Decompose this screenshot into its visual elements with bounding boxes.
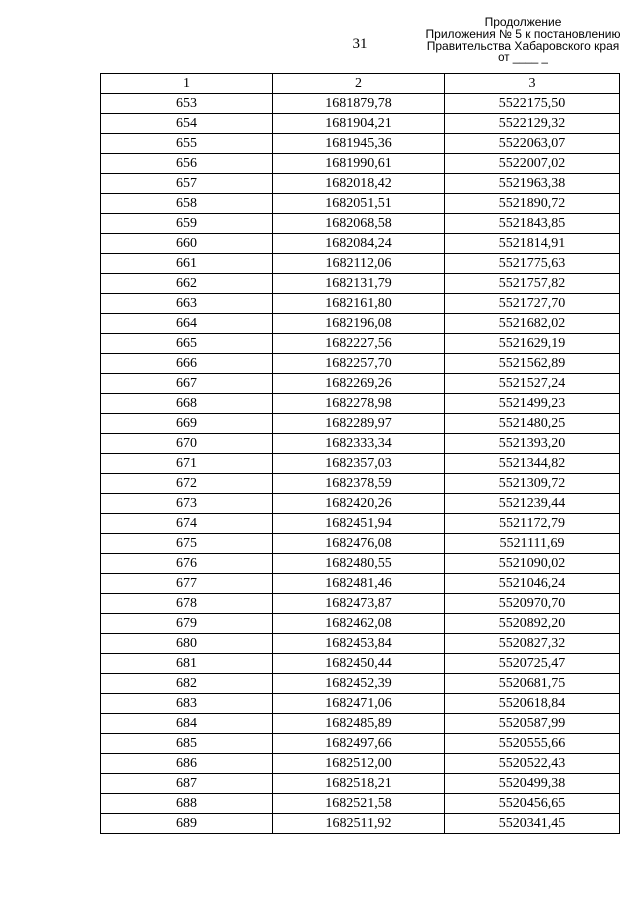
table-row <box>101 254 620 274</box>
point-number-cell: 672 <box>101 474 273 494</box>
point-number-cell: 686 <box>101 754 273 774</box>
x-coordinate-cell: 1682518,21 <box>273 774 445 794</box>
x-coordinate-cell: 1682462,08 <box>273 614 445 634</box>
y-coordinate-cell: 5521309,72 <box>445 474 620 494</box>
y-coordinate-cell: 5521527,24 <box>445 374 620 394</box>
y-coordinate-cell: 5520681,75 <box>445 674 620 694</box>
table-row <box>101 654 620 674</box>
table-row <box>101 814 620 834</box>
table-row <box>101 534 620 554</box>
coordinates-table <box>100 73 620 834</box>
x-coordinate-cell: 1681904,21 <box>273 114 445 134</box>
x-coordinate-cell: 1682480,55 <box>273 554 445 574</box>
header-appendix-ref: Приложения № 5 к постановлению <box>425 27 621 41</box>
table-body <box>101 94 620 834</box>
point-number-cell: 658 <box>101 194 273 214</box>
y-coordinate-cell: 5521757,82 <box>445 274 620 294</box>
table-row <box>101 734 620 754</box>
table-row <box>101 174 620 194</box>
y-coordinate-cell: 5521682,02 <box>445 314 620 334</box>
table-row <box>101 314 620 334</box>
y-coordinate-cell: 5520970,70 <box>445 594 620 614</box>
x-coordinate-cell: 1682257,70 <box>273 354 445 374</box>
point-number-cell: 653 <box>101 94 273 114</box>
table-row <box>101 714 620 734</box>
x-coordinate-cell: 1682084,24 <box>273 234 445 254</box>
x-coordinate-cell: 1682378,59 <box>273 474 445 494</box>
table-row <box>101 794 620 814</box>
point-number-cell: 657 <box>101 174 273 194</box>
y-coordinate-cell: 5521814,91 <box>445 234 620 254</box>
table-row <box>101 434 620 454</box>
table-row <box>101 294 620 314</box>
x-coordinate-cell: 1682453,84 <box>273 634 445 654</box>
point-number-cell: 689 <box>101 814 273 834</box>
table-header-row <box>101 74 620 94</box>
x-coordinate-cell: 1682196,08 <box>273 314 445 334</box>
y-coordinate-cell: 5521239,44 <box>445 494 620 514</box>
y-coordinate-cell: 5522007,02 <box>445 154 620 174</box>
point-number-cell: 683 <box>101 694 273 714</box>
x-coordinate-cell: 1682452,39 <box>273 674 445 694</box>
table-row <box>101 494 620 514</box>
x-coordinate-cell: 1682131,79 <box>273 274 445 294</box>
x-coordinate-cell: 1682485,89 <box>273 714 445 734</box>
point-number-cell: 685 <box>101 734 273 754</box>
x-coordinate-cell: 1682476,08 <box>273 534 445 554</box>
point-number-cell: 675 <box>101 534 273 554</box>
y-coordinate-cell: 5520499,38 <box>445 774 620 794</box>
y-coordinate-cell: 5521393,20 <box>445 434 620 454</box>
point-number-cell: 656 <box>101 154 273 174</box>
x-coordinate-cell: 1682450,44 <box>273 654 445 674</box>
x-coordinate-cell: 1681879,78 <box>273 94 445 114</box>
y-coordinate-cell: 5521890,72 <box>445 194 620 214</box>
table-row <box>101 234 620 254</box>
x-coordinate-cell: 1682289,97 <box>273 414 445 434</box>
table-row <box>101 674 620 694</box>
y-coordinate-cell: 5520618,84 <box>445 694 620 714</box>
point-number-cell: 677 <box>101 574 273 594</box>
x-coordinate-cell: 1682497,66 <box>273 734 445 754</box>
x-coordinate-cell: 1682420,26 <box>273 494 445 514</box>
point-number-cell: 673 <box>101 494 273 514</box>
appendix-header <box>398 16 640 64</box>
point-number-cell: 671 <box>101 454 273 474</box>
table-row <box>101 774 620 794</box>
table-row <box>101 354 620 374</box>
point-number-cell: 681 <box>101 654 273 674</box>
table-row <box>101 334 620 354</box>
table-row <box>101 454 620 474</box>
y-coordinate-cell: 5521344,82 <box>445 454 620 474</box>
point-number-cell: 684 <box>101 714 273 734</box>
point-number-cell: 666 <box>101 354 273 374</box>
x-coordinate-cell: 1682521,58 <box>273 794 445 814</box>
y-coordinate-cell: 5520892,20 <box>445 614 620 634</box>
x-coordinate-cell: 1682278,98 <box>273 394 445 414</box>
point-number-cell: 665 <box>101 334 273 354</box>
table-row <box>101 194 620 214</box>
table-row <box>101 594 620 614</box>
x-coordinate-cell: 1681990,61 <box>273 154 445 174</box>
point-number-cell: 661 <box>101 254 273 274</box>
y-coordinate-cell: 5520827,32 <box>445 634 620 654</box>
y-coordinate-cell: 5521843,85 <box>445 214 620 234</box>
x-coordinate-cell: 1682471,06 <box>273 694 445 714</box>
x-coordinate-cell: 1682481,46 <box>273 574 445 594</box>
x-coordinate-cell: 1682227,56 <box>273 334 445 354</box>
point-number-cell: 679 <box>101 614 273 634</box>
x-coordinate-cell: 1682051,51 <box>273 194 445 214</box>
page-number: 31 <box>352 36 368 52</box>
x-coordinate-cell: 1682269,26 <box>273 374 445 394</box>
point-number-cell: 669 <box>101 414 273 434</box>
point-number-cell: 687 <box>101 774 273 794</box>
y-coordinate-cell: 5521727,70 <box>445 294 620 314</box>
x-coordinate-cell: 1682333,34 <box>273 434 445 454</box>
point-number-cell: 668 <box>101 394 273 414</box>
table-row <box>101 514 620 534</box>
y-coordinate-cell: 5520725,47 <box>445 654 620 674</box>
x-coordinate-cell: 1682018,42 <box>273 174 445 194</box>
x-coordinate-cell: 1682451,94 <box>273 514 445 534</box>
y-coordinate-cell: 5520341,45 <box>445 814 620 834</box>
point-number-cell: 664 <box>101 314 273 334</box>
point-number-cell: 660 <box>101 234 273 254</box>
point-number-cell: 662 <box>101 274 273 294</box>
table-row <box>101 114 620 134</box>
y-coordinate-cell: 5520555,66 <box>445 734 620 754</box>
y-coordinate-cell: 5521090,02 <box>445 554 620 574</box>
y-coordinate-cell: 5521499,23 <box>445 394 620 414</box>
x-coordinate-cell: 1681945,36 <box>273 134 445 154</box>
y-coordinate-cell: 5521480,25 <box>445 414 620 434</box>
table-row <box>101 214 620 234</box>
point-number-cell: 667 <box>101 374 273 394</box>
y-coordinate-cell: 5521111,69 <box>445 534 620 554</box>
y-coordinate-cell: 5522129,32 <box>445 114 620 134</box>
y-coordinate-cell: 5520522,43 <box>445 754 620 774</box>
y-coordinate-cell: 5520587,99 <box>445 714 620 734</box>
table-row <box>101 94 620 114</box>
x-coordinate-cell: 1682068,58 <box>273 214 445 234</box>
table-row <box>101 274 620 294</box>
x-coordinate-cell: 1682357,03 <box>273 454 445 474</box>
y-coordinate-cell: 5522063,07 <box>445 134 620 154</box>
table-row <box>101 754 620 774</box>
y-coordinate-cell: 5521775,63 <box>445 254 620 274</box>
y-coordinate-cell: 5521172,79 <box>445 514 620 534</box>
point-number-cell: 678 <box>101 594 273 614</box>
x-coordinate-cell: 1682161,80 <box>273 294 445 314</box>
point-number-cell: 688 <box>101 794 273 814</box>
x-coordinate-cell: 1682112,06 <box>273 254 445 274</box>
table-row <box>101 554 620 574</box>
column-header-1: 1 <box>101 74 273 94</box>
table-row <box>101 374 620 394</box>
table-row <box>101 154 620 174</box>
x-coordinate-cell: 1682512,00 <box>273 754 445 774</box>
y-coordinate-cell: 5521963,38 <box>445 174 620 194</box>
point-number-cell: 676 <box>101 554 273 574</box>
table-row <box>101 414 620 434</box>
point-number-cell: 682 <box>101 674 273 694</box>
table-row <box>101 394 620 414</box>
point-number-cell: 659 <box>101 214 273 234</box>
y-coordinate-cell: 5521629,19 <box>445 334 620 354</box>
y-coordinate-cell: 5521046,24 <box>445 574 620 594</box>
header-continuation: Продолжение <box>484 15 562 29</box>
table-row <box>101 614 620 634</box>
point-number-cell: 680 <box>101 634 273 654</box>
point-number-cell: 663 <box>101 294 273 314</box>
point-number-cell: 655 <box>101 134 273 154</box>
table-row <box>101 694 620 714</box>
table-row <box>101 134 620 154</box>
y-coordinate-cell: 5522175,50 <box>445 94 620 114</box>
header-government: Правительства Хабаровского края <box>426 39 620 53</box>
y-coordinate-cell: 5520456,65 <box>445 794 620 814</box>
table-row <box>101 474 620 494</box>
x-coordinate-cell: 1682473,87 <box>273 594 445 614</box>
column-header-3: 3 <box>445 74 620 94</box>
table-row <box>101 574 620 594</box>
x-coordinate-cell: 1682511,92 <box>273 814 445 834</box>
point-number-cell: 654 <box>101 114 273 134</box>
y-coordinate-cell: 5521562,89 <box>445 354 620 374</box>
point-number-cell: 670 <box>101 434 273 454</box>
point-number-cell: 674 <box>101 514 273 534</box>
table-row <box>101 634 620 654</box>
column-header-2: 2 <box>273 74 445 94</box>
header-date: от ____ _ <box>498 52 548 64</box>
